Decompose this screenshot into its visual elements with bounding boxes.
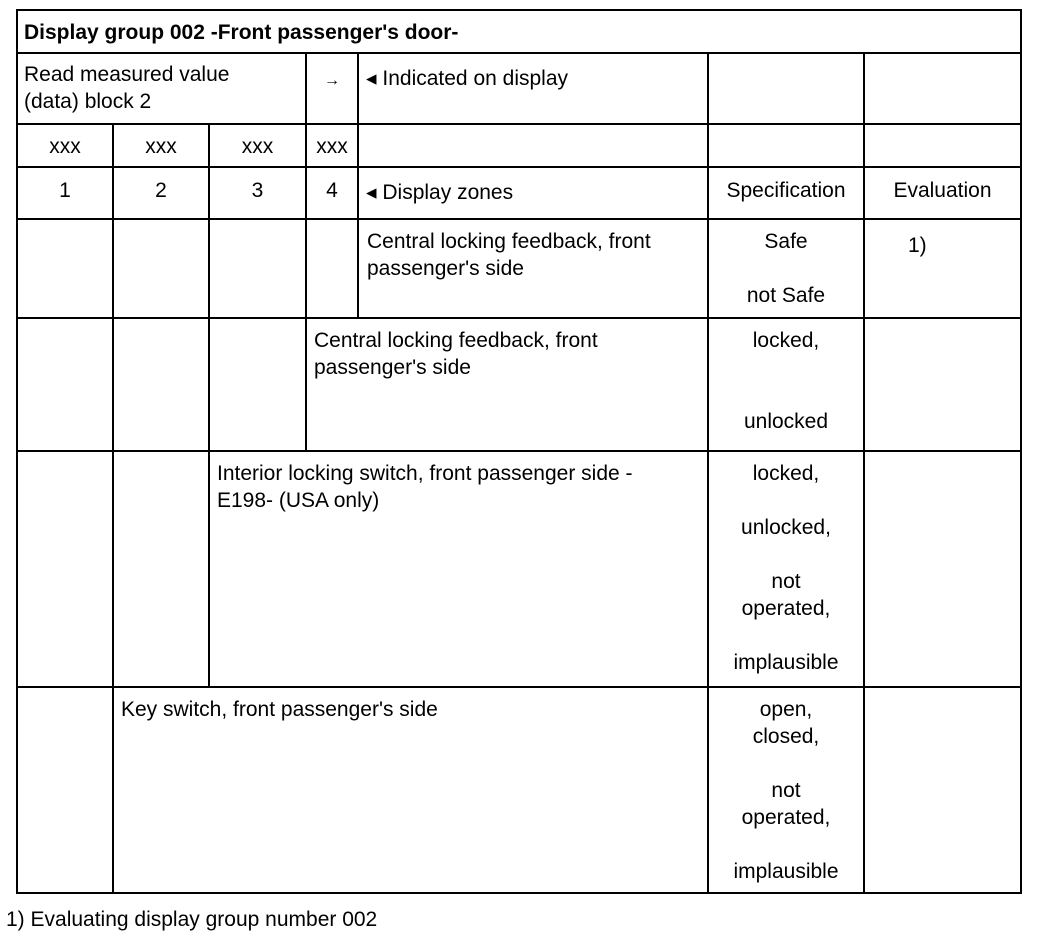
row-3-description: Interior locking switch, front passenger side - E198- (USA only) [217,462,633,512]
specification-header: Specification [726,179,846,202]
vrule-3 [305,52,307,452]
row-4-specification: open, closed, not operated, implausible [733,698,839,883]
rule-zones [18,218,1020,220]
evaluation-header: Evaluation [893,179,992,202]
zone-3: 3 [251,179,264,202]
row-1-specification: Safe not Safe [746,230,826,307]
indicated-label: ◂ Indicated on display [366,67,569,90]
vrule-1 [112,123,114,892]
display-group-table [16,9,1022,894]
zone-4: 4 [326,179,338,202]
row-1-evaluation: 1) [908,234,927,257]
rule-row1 [18,317,1020,319]
rule-header [18,123,1020,125]
vrule-4 [357,52,359,319]
row-3-specification: locked, unlocked, not operated, implausible [733,462,839,674]
xxx-4: xxx [316,135,348,158]
rule-xxx [18,166,1020,168]
xxx-1: xxx [49,135,81,158]
xxx-2: xxx [145,135,177,158]
vrule-2 [208,123,210,688]
table-title: Display group 002 -Front passenger's door- [24,21,459,44]
row-2-description: Central locking feedback, front passenger's side [314,329,598,379]
row-1-description: Central locking feedback, front passenger's side [367,230,651,280]
row-2-specification: locked, unlocked [743,329,829,433]
read-block-label: Read measured value (data) block 2 [24,63,230,113]
rule-row2 [18,450,1020,452]
footnote: 1) Evaluating display group number 002 [6,908,378,931]
arrow-icon: → [324,72,340,89]
row-4-description: Key switch, front passenger's side [121,698,438,721]
zone-1: 1 [59,179,71,202]
rule-row3 [18,686,1020,688]
rule-title [18,52,1020,54]
display-zones-label: ◂ Display zones [366,181,514,204]
xxx-3: xxx [241,135,274,158]
zone-2: 2 [155,179,167,202]
